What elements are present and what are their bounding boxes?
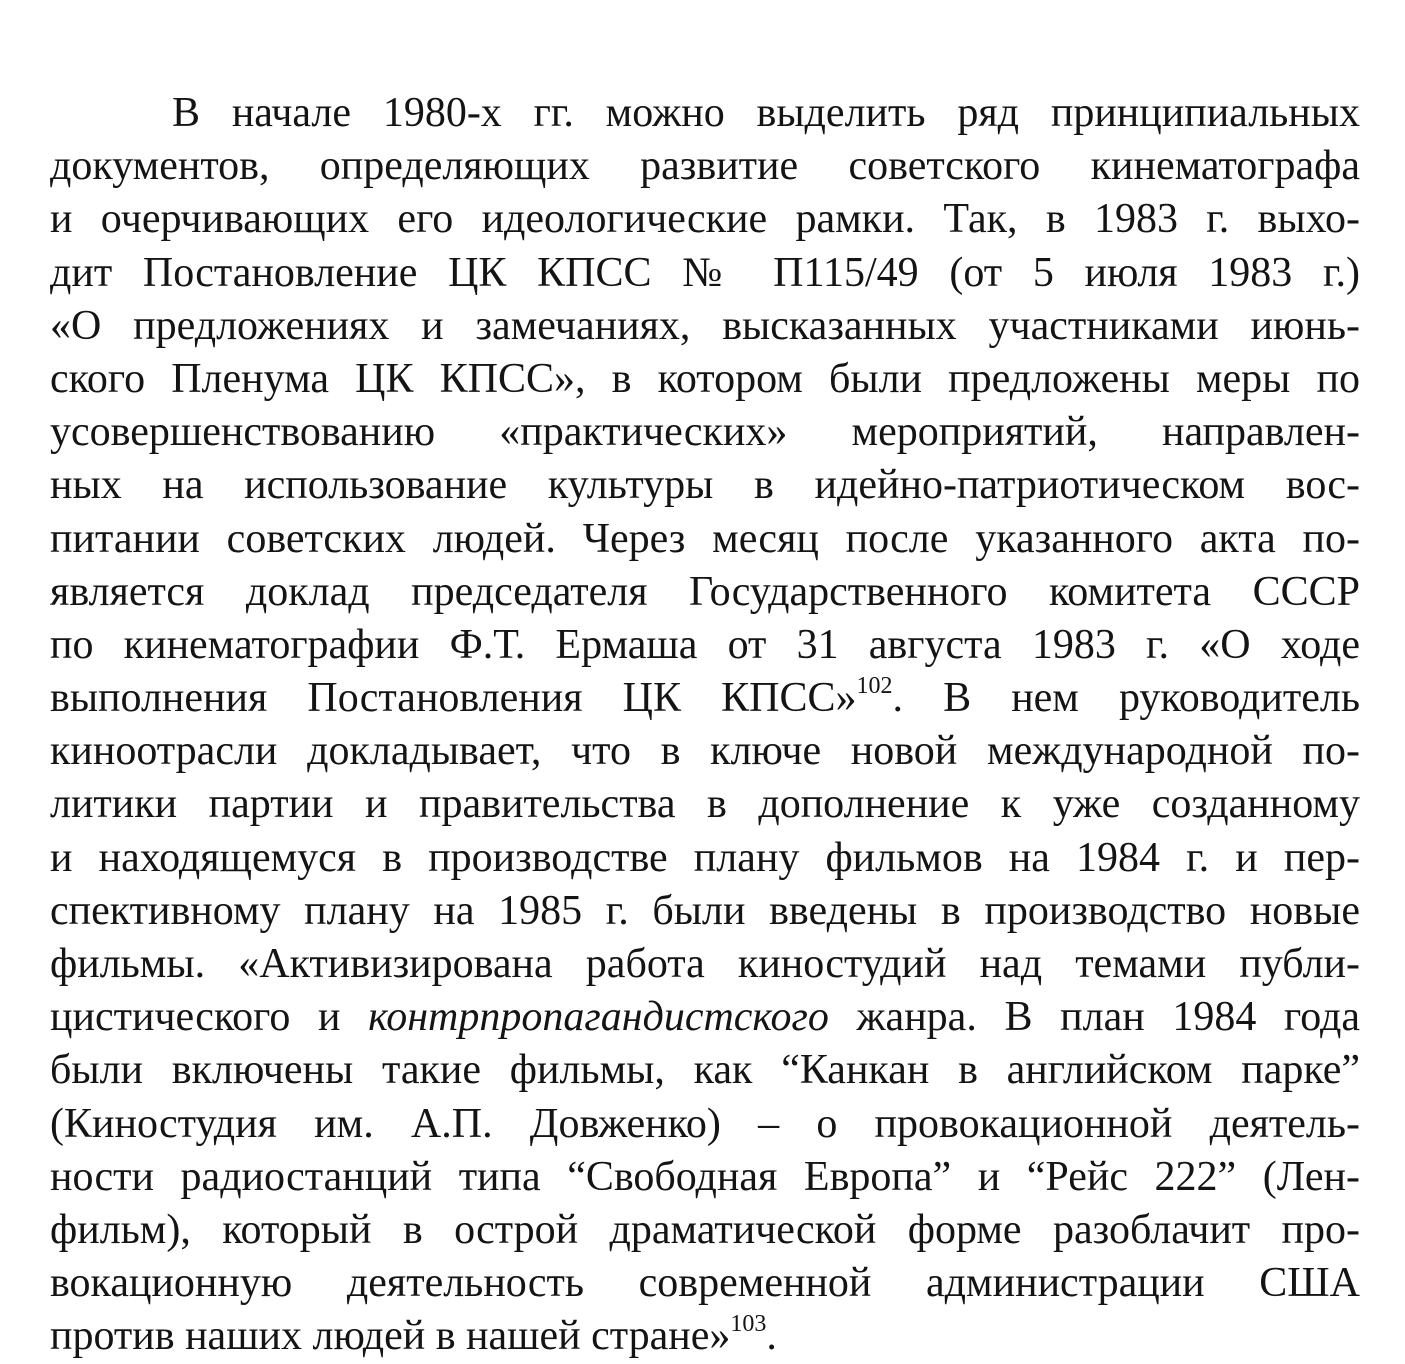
text-line: ского Пленума ЦК КПСС», в котором были предложены меры по <box>50 355 1360 402</box>
text-line: фильм), который в острой драматической форме разоблачит про- <box>50 1206 1360 1253</box>
text-line: были включены такие фильмы, как “Канкан в английском парке” <box>50 1047 1360 1094</box>
paragraph <box>50 87 1360 1364</box>
footnote-ref-102: 102 <box>856 673 893 700</box>
text-line: усовершенствованию «практических» мероприятий, направлен- <box>50 409 1360 456</box>
text-segment: выполнения Постановления ЦК КПСС» <box>50 675 857 722</box>
text-line: является доклад председателя Государственного комитета СССР <box>50 568 1360 615</box>
text-line: по кинематографии Ф.Т. Ермаша от 31 августа 1983 г. «О ходе <box>50 621 1360 668</box>
text-line: «О предложениях и замечаниях, высказанных участниками июнь- <box>50 302 1360 349</box>
text-line <box>50 672 1360 725</box>
text-segment: против наших людей в нашей стране» <box>50 1313 731 1360</box>
text-line: ных на использование культуры в идейно-патриотическом вос- <box>50 462 1360 509</box>
text-line: документов, определяющих развитие советского кинематографа <box>50 143 1360 190</box>
text-line: киноотрасли докладывает, что в ключе новой международной по- <box>50 728 1360 775</box>
text-line: и очерчивающих его идеологические рамки. Так, в 1983 г. выхо- <box>50 196 1360 243</box>
text-line: фильмы. «Активизирована работа киностудий над темами публи- <box>50 941 1360 987</box>
text-line: и находящемуся в производстве плану фильмов на 1984 г. и пер- <box>50 834 1360 881</box>
italic-term: контрпропагандистского <box>368 994 829 1041</box>
text-line: литики партии и правительства в дополнение к уже созданному <box>50 781 1360 828</box>
text-segment: . В нем руководитель <box>892 675 1360 722</box>
text-line <box>50 991 1360 1044</box>
text-line: дит Постановление ЦК КПСС № П115/49 (от 5 июля 1983 г.) <box>50 249 1360 296</box>
footnote-ref-103: 103 <box>730 1311 767 1338</box>
text-segment: цистического и <box>50 994 369 1041</box>
text-line: вокационную деятельность современной администрации США <box>50 1260 1360 1307</box>
text-line: В начале 1980-х гг. можно выделить ряд принципиальных <box>172 90 1360 136</box>
text-line: питании советских людей. Через месяц после указанного акта по- <box>50 515 1360 562</box>
text-line <box>50 1310 1360 1363</box>
text-segment: . <box>766 1313 777 1360</box>
text-line: (Киностудия им. А.П. Довженко) – о провокационной деятель- <box>50 1100 1360 1147</box>
text-line: спективному плану на 1985 г. были введены в производство новые <box>50 887 1360 934</box>
text-segment: жанра. В план 1984 года <box>828 994 1361 1041</box>
text-line: ности радиостанций типа “Свободная Европа” и “Рейс 222” (Лен- <box>50 1153 1360 1200</box>
